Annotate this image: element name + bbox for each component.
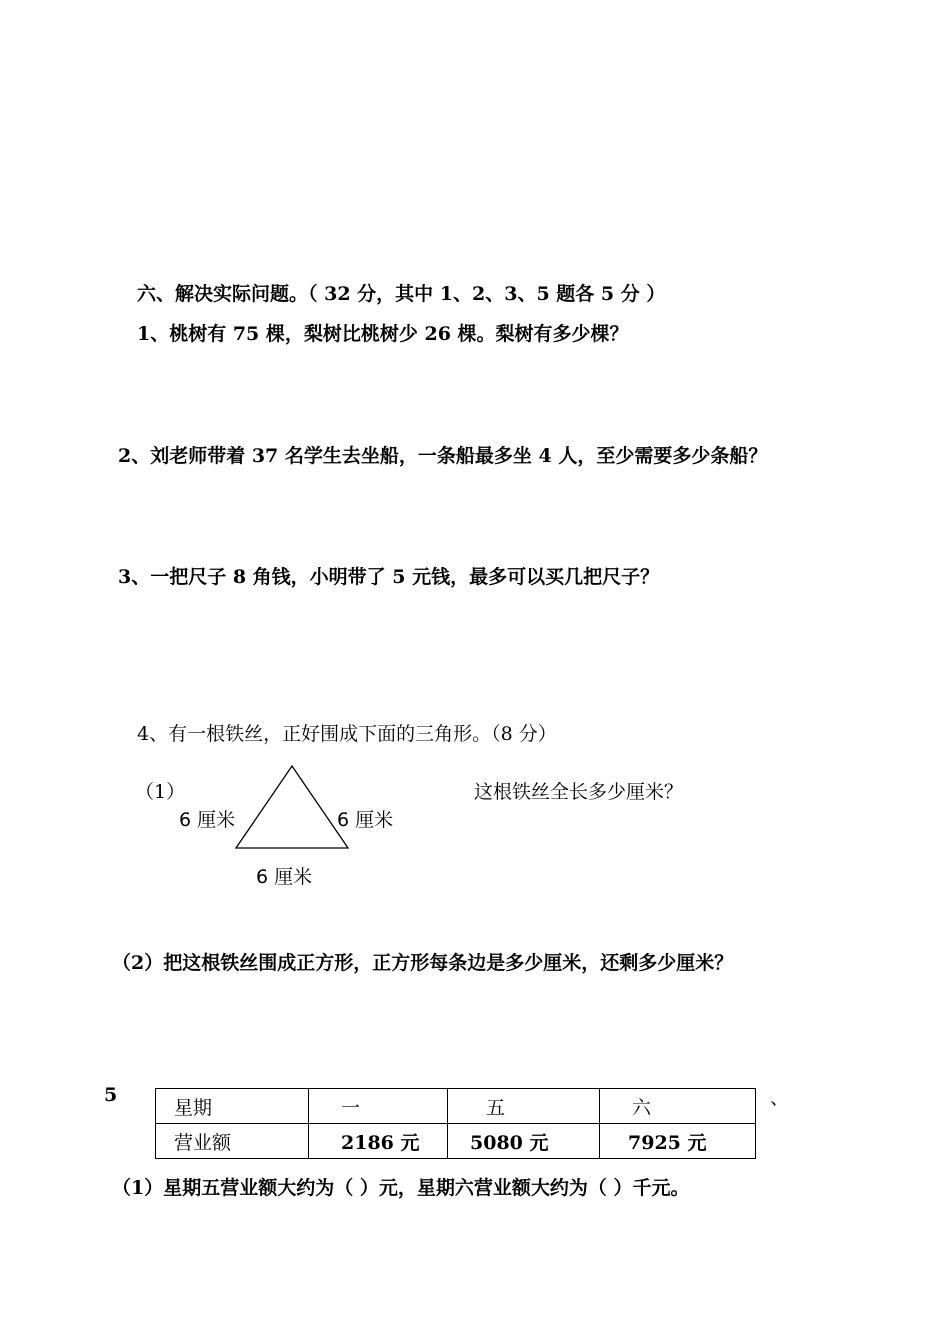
table-header-cell: 五 — [448, 1089, 600, 1124]
table-cell: 营业额 — [156, 1124, 309, 1159]
triangle-figure — [230, 762, 354, 852]
table-cell: 5080 元 — [448, 1124, 600, 1159]
table-cell: 7925 元 — [600, 1124, 756, 1159]
question-4-title: 4、有一根铁丝，正好围成下面的三角形。（8 分） — [137, 723, 557, 745]
question-5-part1: （1）星期五营业额大约为（ ）元，星期六营业额大约为（ ）千元。 — [112, 1177, 690, 1199]
triangle-left-side-label: 6 厘米 — [179, 809, 236, 831]
question-1: 1、桃树有 75 棵，梨树比桃树少 26 棵。梨树有多少棵？ — [137, 323, 629, 345]
question-3: 3、一把尺子 8 角钱，小明带了 5 元钱，最多可以买几把尺子？ — [118, 566, 660, 588]
triangle-right-side-label: 6 厘米 — [337, 809, 394, 831]
table-header-cell: 星期 — [156, 1089, 309, 1124]
question-5-trailing-mark: 、 — [770, 1087, 790, 1109]
question-4-part1-question: 这根铁丝全长多少厘米？ — [474, 781, 684, 803]
table-row — [156, 1124, 756, 1159]
question-5-number: 5 — [104, 1084, 118, 1106]
table-header-cell: 六 — [600, 1089, 756, 1124]
sales-table — [155, 1088, 756, 1159]
question-4-part1-label: （1） — [135, 781, 186, 803]
section-title: 六、解决实际问题。（ 32 分，其中 1、2、3、5 题各 5 分 ） — [137, 283, 666, 305]
triangle-shape — [236, 766, 348, 848]
table-header-row — [156, 1089, 756, 1124]
table-header-cell: 一 — [309, 1089, 448, 1124]
question-2: 2、刘老师带着 37 名学生去坐船，一条船最多坐 4 人，至少需要多少条船？ — [118, 445, 768, 467]
table-cell: 2186 元 — [309, 1124, 448, 1159]
triangle-bottom-side-label: 6 厘米 — [256, 866, 313, 888]
question-4-part2: （2）把这根铁丝围成正方形，正方形每条边是多少厘米，还剩多少厘米？ — [112, 952, 734, 974]
